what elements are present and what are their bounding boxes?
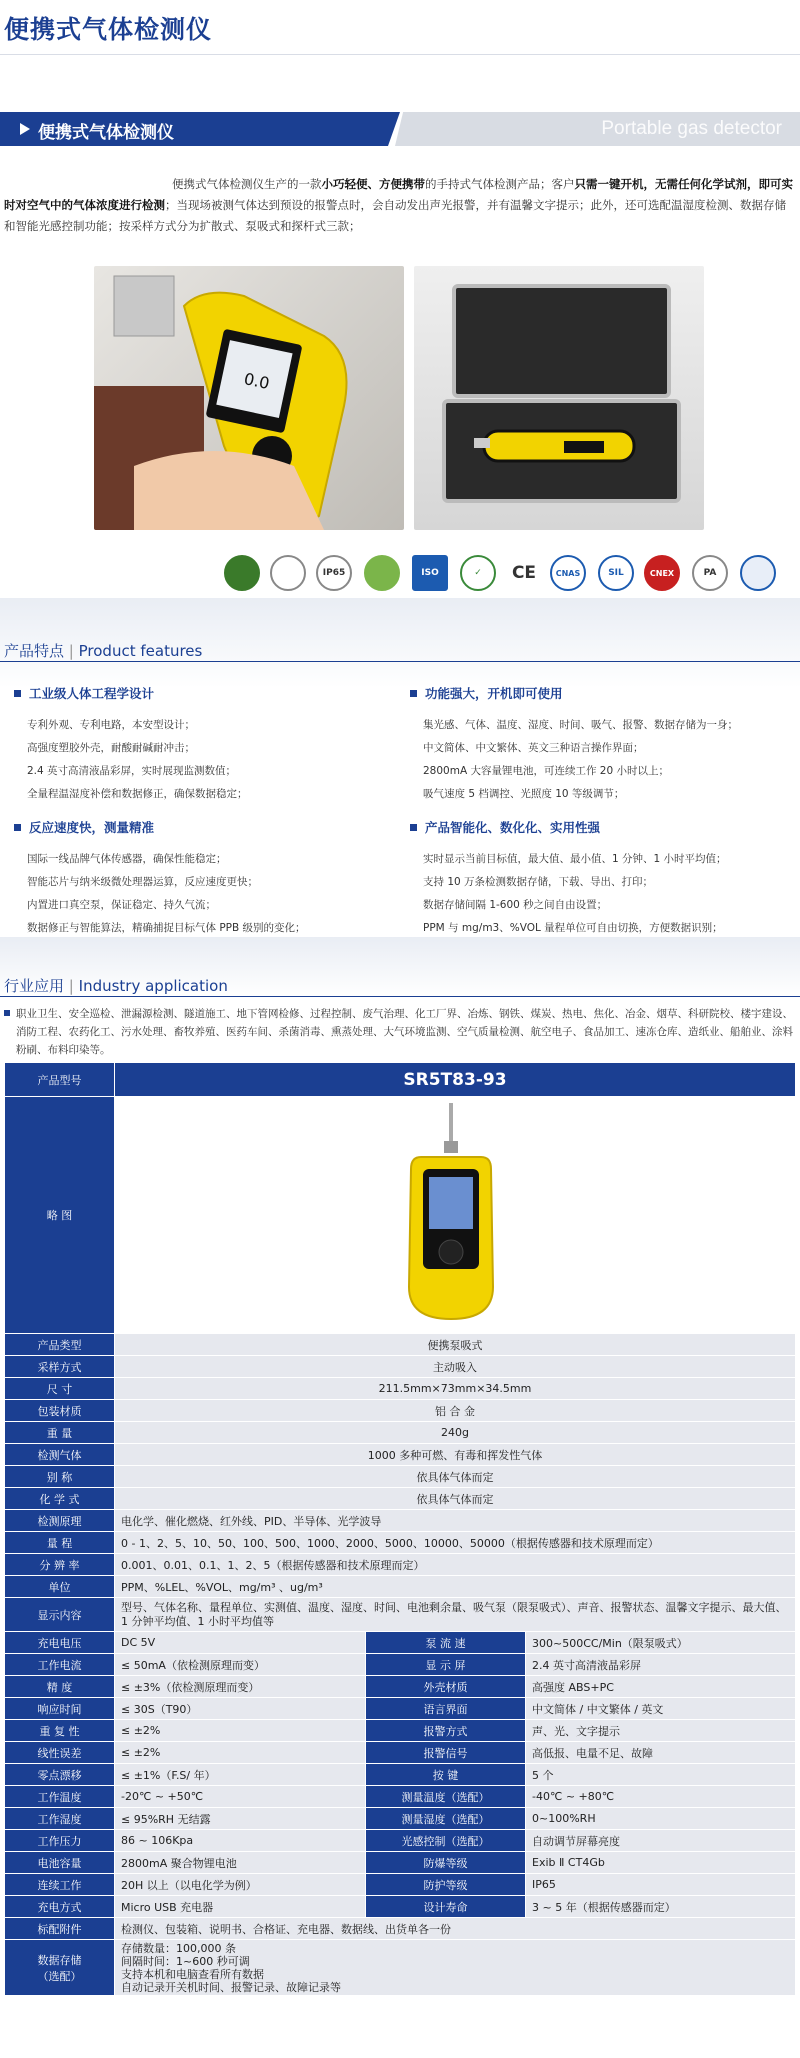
spec-value: 86 ~ 106Kpa: [115, 1830, 366, 1852]
spec-value: 型号、气体名称、量程单位、实测值、温度、湿度、时间、电池剩余量、吸气泵（限泵吸式）、声音、报警状态、温馨文字提示、最大值、1 分钟平均值、1 小时平均值等: [115, 1598, 796, 1632]
feature-title-text: 反应速度快，测量精准: [29, 820, 155, 835]
spec-value: 依具体气体而定: [115, 1466, 796, 1488]
spec-label: 防护等级: [366, 1874, 526, 1896]
play-triangle-icon: [20, 123, 30, 135]
spec-value: 211.5mm×73mm×34.5mm: [115, 1378, 796, 1400]
emblem-logo-icon: [740, 555, 776, 591]
spec-label: 按 键: [366, 1764, 526, 1786]
spec-model-value: SR5T83-93: [115, 1063, 796, 1097]
product-banner: [0, 112, 800, 146]
spec-row: [5, 1510, 796, 1532]
spec-model-label: 产品型号: [5, 1063, 115, 1097]
spec-label: 外壳材质: [366, 1676, 526, 1698]
spec-value: 0~100%RH: [526, 1808, 796, 1830]
spec-value: 0.001、0.01、0.1、1、2、5（根据传感器和技术原理而定）: [115, 1554, 796, 1576]
spec-value: DC 5V: [115, 1632, 366, 1654]
feature-line: 吸气速度 5 档调控、光照度 10 等级调节；: [423, 788, 625, 800]
storage-line: 支持本机和电脑查看所有数据: [121, 1967, 264, 1981]
spec-label: 工作湿度: [5, 1808, 115, 1830]
spec-row: [5, 1334, 796, 1356]
feature-line: 2800mA 大容量锂电池，可连续工作 20 小时以上；: [423, 765, 670, 777]
ip65-logo-icon: IP65: [316, 555, 352, 591]
checkmark-logo-icon: ✓: [460, 555, 496, 591]
spec-table: [4, 1062, 796, 1996]
sil-logo-icon: SIL: [598, 555, 634, 591]
spec-pair-row: [5, 1654, 796, 1676]
industry-heading: [4, 975, 228, 996]
spec-label: 测量湿度（选配）: [366, 1808, 526, 1830]
spec-label: 检测气体: [5, 1444, 115, 1466]
spec-label: 测量温度（选配）: [366, 1786, 526, 1808]
feature-title: [410, 818, 800, 836]
spec-value: 240g: [115, 1422, 796, 1444]
feature-line: 数据存储间隔 1-600 秒之间自由设置；: [423, 899, 608, 911]
features-divider: [0, 661, 800, 662]
spec-label: 采样方式: [5, 1356, 115, 1378]
spec-pair-row: [5, 1830, 796, 1852]
industry-list: [4, 1005, 796, 1059]
industry-heading-en: Industry application: [78, 977, 228, 995]
spec-label: 语言界面: [366, 1698, 526, 1720]
feature-block: [14, 818, 404, 940]
spec-value: ≤ ±3%（依检测原理而变）: [115, 1676, 366, 1698]
spec-pair-row: [5, 1698, 796, 1720]
bullet-square-icon: [4, 1010, 10, 1016]
cnas-logo-icon: CNAS: [550, 555, 586, 591]
spec-value: IP65: [526, 1874, 796, 1896]
feature-block: [410, 818, 800, 940]
product-photo-hand: [94, 266, 404, 530]
spec-label: 电池容量: [5, 1852, 115, 1874]
spec-row: [5, 1444, 796, 1466]
banner-title: 便携式气体检测仪: [38, 123, 174, 143]
feature-line: 数据修正与智能算法，精确捕捉目标气体 PPB 级别的变化；: [27, 922, 306, 934]
feature-line: 实时显示当前目标值，最大值、最小值、1 分钟、1 小时平均值；: [423, 853, 727, 865]
spec-label: 防爆等级: [366, 1852, 526, 1874]
spec-row: [5, 1576, 796, 1598]
spec-row: [5, 1422, 796, 1444]
spec-value: 2800mA 聚合物锂电池: [115, 1852, 366, 1874]
intro-text-2: 的手持式气体检测产品；客户: [425, 177, 575, 191]
feature-line: 支持 10 万条检测数据存储，下载、导出、打印；: [423, 876, 654, 888]
page-header: [0, 0, 800, 55]
spec-label: 单位: [5, 1576, 115, 1598]
spec-row: [5, 1466, 796, 1488]
feature-title-text: 功能强大，开机即可使用: [425, 686, 563, 701]
industry-divider: [0, 996, 800, 997]
intro-text-1: 便携式气体检测仪生产的一款: [172, 177, 322, 191]
spec-label: 量 程: [5, 1532, 115, 1554]
feature-title: [14, 684, 404, 702]
spec-value: 便携泵吸式: [115, 1334, 796, 1356]
spec-label: 连续工作: [5, 1874, 115, 1896]
feature-line: 智能芯片与纳米级微处理器运算，反应速度更快；: [27, 876, 258, 888]
spec-value: 铝 合 金: [115, 1400, 796, 1422]
spec-storage-label-2: （选配）: [37, 1969, 82, 1983]
spec-value: PPM、%LEL、%VOL、mg/m³ 、ug/m³: [115, 1576, 796, 1598]
bullet-square-icon: [14, 824, 21, 831]
spec-value: 电化学、催化燃烧、红外线、PID、半导体、光学波导: [115, 1510, 796, 1532]
carry-case-illustration: [414, 266, 704, 530]
feature-line: 专利外观、专利电路，本安型设计；: [27, 719, 195, 731]
features-heading-en: Product features: [78, 642, 203, 660]
feature-line: 全量程温湿度补偿和数据修正，确保数据稳定；: [27, 788, 248, 800]
spec-value: -40℃ ~ +80℃: [526, 1786, 796, 1808]
spec-image-cell: [115, 1097, 796, 1334]
spec-storage-label: [5, 1940, 115, 1996]
device-screen-reading: 0.0: [242, 369, 272, 394]
hand-holding-device-illustration: [94, 266, 404, 530]
spec-row: [5, 1554, 796, 1576]
spec-label: 充电电压: [5, 1632, 115, 1654]
heading-separator: |: [68, 642, 74, 660]
iso-leaf-logo-icon: [364, 555, 400, 591]
spec-pair-row: [5, 1786, 796, 1808]
intro-bold-1: 小巧轻便、方便携带: [321, 177, 425, 191]
feature-title: [410, 684, 800, 702]
spec-value: ≤ 30S（T90）: [115, 1698, 366, 1720]
intro-bold-2: 只需一键开机，无需任何化学试剂，即可实时对空气中的气体浓度进行检测: [4, 177, 793, 212]
spec-label: 工作压力: [5, 1830, 115, 1852]
spec-label: 精 度: [5, 1676, 115, 1698]
device-thumbnail-illustration: [121, 1097, 789, 1330]
spec-value: ≤ ±1%（F.S/ 年）: [115, 1764, 366, 1786]
banner-english-title: Portable gas detector: [601, 118, 782, 139]
bullet-square-icon: [14, 690, 21, 697]
patent-logo-icon: [224, 555, 260, 591]
spec-label: 产品类型: [5, 1334, 115, 1356]
feature-title: [14, 818, 404, 836]
spec-value: 20H 以上（以电化学为例）: [115, 1874, 366, 1896]
bullet-square-icon: [410, 824, 417, 831]
feature-line: 内置进口真空泵，保证稳定、持久气流；: [27, 899, 216, 911]
spec-label: 重 量: [5, 1422, 115, 1444]
spec-header-row: [5, 1063, 796, 1097]
spec-label: 泵 流 速: [366, 1632, 526, 1654]
storage-line: 存储数量：100,000 条: [121, 1941, 236, 1955]
storage-line: 间隔时间：1~600 秒可调: [121, 1954, 250, 1968]
spec-value: Micro USB 充电器: [115, 1896, 366, 1918]
ce-logo-icon: CE: [506, 555, 542, 591]
feature-line: 2.4 英寸高清液晶彩屏，实时展现监测数值；: [27, 765, 237, 777]
spec-pair-row: [5, 1852, 796, 1874]
features-heading: [4, 640, 202, 661]
spec-label: 充电方式: [5, 1896, 115, 1918]
spec-value: 声、光、文字提示: [526, 1720, 796, 1742]
intro-paragraph: [4, 174, 796, 237]
spec-label: 线性误差: [5, 1742, 115, 1764]
spec-value: 主动吸入: [115, 1356, 796, 1378]
spec-value: 中文简体 / 中文繁体 / 英文: [526, 1698, 796, 1720]
features-heading-cn: 产品特点: [4, 642, 65, 660]
spec-pair-row: [5, 1742, 796, 1764]
feature-line: PPM 与 mg/m3、%VOL 量程单位可自由切换，方便数据识别；: [423, 922, 723, 934]
spec-label: 报警方式: [366, 1720, 526, 1742]
spec-pair-row: [5, 1896, 796, 1918]
spec-value: 2.4 英寸高清液晶彩屏: [526, 1654, 796, 1676]
spec-pair-row: [5, 1764, 796, 1786]
product-photo-case: [414, 266, 704, 530]
spec-value: 0 - 1、2、5、10、50、100、500、1000、2000、5000、10000、50000（根据传感器和技术原理而定）: [115, 1532, 796, 1554]
spec-label: 分 辨 率: [5, 1554, 115, 1576]
spec-row: [5, 1532, 796, 1554]
spec-image-row: [5, 1097, 796, 1334]
magnifier-logo-icon: [270, 555, 306, 591]
spec-value: ≤ 95%RH 无结露: [115, 1808, 366, 1830]
cnex-logo-icon: CNEX: [644, 555, 680, 591]
storage-line: 自动记录开关机时间、报警记录、故障记录等: [121, 1980, 341, 1994]
spec-value: 自动调节屏幕亮度: [526, 1830, 796, 1852]
spec-pair-row: [5, 1808, 796, 1830]
spec-pair-row: [5, 1676, 796, 1698]
spec-row: [5, 1918, 796, 1940]
page-title: 便携式气体检测仪: [4, 15, 213, 44]
industry-heading-cn: 行业应用: [4, 977, 65, 995]
spec-row: [5, 1598, 796, 1632]
spec-label: 包装材质: [5, 1400, 115, 1422]
spec-value: ≤ ±2%: [115, 1720, 366, 1742]
spec-row: [5, 1378, 796, 1400]
feature-block: [410, 684, 800, 806]
spec-pair-row: [5, 1720, 796, 1742]
spec-storage-row: [5, 1940, 796, 1996]
feature-title-text: 产品智能化、数化化、实用性强: [425, 820, 601, 835]
spec-label: 别 称: [5, 1466, 115, 1488]
spec-label: 标配附件: [5, 1918, 115, 1940]
spec-value: 1000 多种可燃、有毒和挥发性气体: [115, 1444, 796, 1466]
spec-row: [5, 1356, 796, 1378]
spec-label: 工作电流: [5, 1654, 115, 1676]
spec-row: [5, 1488, 796, 1510]
spec-label: 零点漂移: [5, 1764, 115, 1786]
spec-label: 检测原理: [5, 1510, 115, 1532]
spec-value: Exib Ⅱ CT4Gb: [526, 1852, 796, 1874]
spec-label: 报警信号: [366, 1742, 526, 1764]
spec-label: 设计寿命: [366, 1896, 526, 1918]
spec-label: 重 复 性: [5, 1720, 115, 1742]
feature-line: 集光感、气体、温度、湿度、时间、吸气、报警、数据存储为一身；: [423, 719, 738, 731]
spec-pair-rows: [5, 1632, 796, 1918]
spec-value: 依具体气体而定: [115, 1488, 796, 1510]
spec-label: 化 学 式: [5, 1488, 115, 1510]
heading-separator: |: [68, 977, 74, 995]
feature-title-text: 工业级人体工程学设计: [29, 686, 155, 701]
spec-label: 显 示 屏: [366, 1654, 526, 1676]
spec-label: 响应时间: [5, 1698, 115, 1720]
industry-text: 职业卫生、安全巡检、泄漏源检测、隧道施工、地下管网检修、过程控制、废气治理、化工厂界、冶炼、钢铁、煤炭、热电、焦化、冶金、烟草、科研院校、楼宇建设、消防工程、农药化工、污水处理、畜牧养殖、医药车间、杀菌消毒、熏蒸处理、大气环境监测、空气质量检测、航空电子、食品加工、速冻仓库、造纸业、船舶业、涂料粉刷、布料印染等。: [16, 1008, 793, 1056]
spec-full-rows: [5, 1334, 796, 1632]
bullet-square-icon: [410, 690, 417, 697]
spec-value: 5 个: [526, 1764, 796, 1786]
iso-logo-icon: ISO: [412, 555, 448, 591]
spec-value: ≤ 50mA（依检测原理而变）: [115, 1654, 366, 1676]
feature-line: 高强度塑胶外壳，耐酸耐碱耐冲击；: [27, 742, 195, 754]
spec-value: ≤ ±2%: [115, 1742, 366, 1764]
spec-pair-row: [5, 1874, 796, 1896]
spec-value: 3 ~ 5 年（根据传感器而定）: [526, 1896, 796, 1918]
spec-row: [5, 1400, 796, 1422]
intro-text-3: ；当现场被测气体达到预设的报警点时，会自动发出声光报警，并有温馨文字提示；此外，还可选配温湿度检测、数据存储和智能光感控制功能；按采样方式分为扩散式、泵吸式和探杆式三款；: [4, 198, 786, 233]
spec-label: 显示内容: [5, 1598, 115, 1632]
spec-image-label: 略 图: [5, 1097, 115, 1334]
certification-logos: [220, 555, 800, 593]
spec-storage-value: [115, 1940, 796, 1996]
spec-label: 尺 寸: [5, 1378, 115, 1400]
spec-value: 300~500CC/Min（限泵吸式）: [526, 1632, 796, 1654]
feature-block: [14, 684, 404, 806]
spec-value: 高强度 ABS+PC: [526, 1676, 796, 1698]
spec-label: 工作温度: [5, 1786, 115, 1808]
feature-line: 国际一线品牌气体传感器，确保性能稳定；: [27, 853, 227, 865]
pa-logo-icon: PA: [692, 555, 728, 591]
feature-line: 中文简体、中文繁体、英文三种语言操作界面；: [423, 742, 644, 754]
spec-pair-row: [5, 1632, 796, 1654]
spec-storage-label-1: 数据存储: [37, 1953, 82, 1967]
spec-value: 高低报、电量不足、故障: [526, 1742, 796, 1764]
spec-value: 检测仪、包装箱、说明书、合格证、充电器、数据线、出货单各一份: [115, 1918, 796, 1940]
spec-value: -20℃ ~ +50℃: [115, 1786, 366, 1808]
spec-label: 光感控制（选配）: [366, 1830, 526, 1852]
